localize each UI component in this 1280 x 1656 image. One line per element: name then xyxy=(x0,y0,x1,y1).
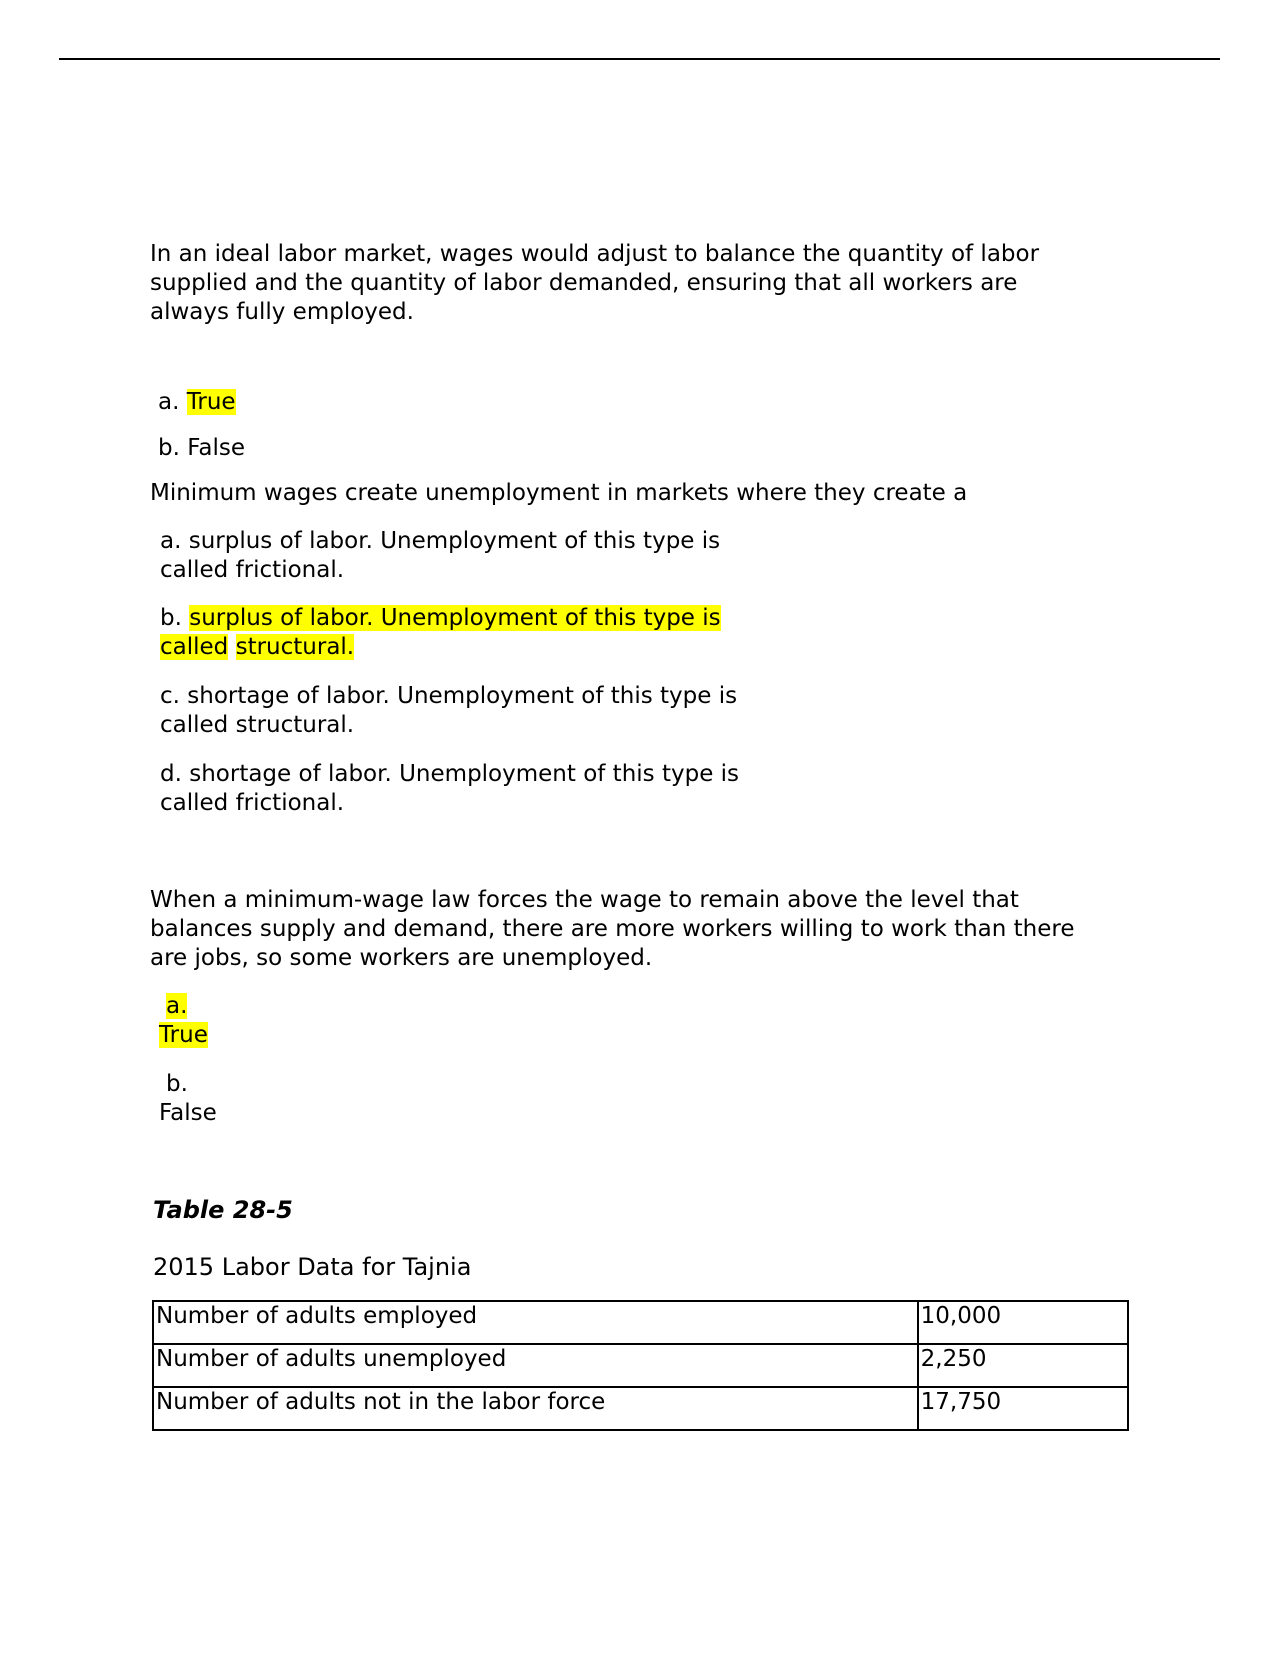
table-row xyxy=(153,1387,1128,1430)
row-label: Number of adults unemployed xyxy=(153,1344,918,1387)
option-letter: b. xyxy=(160,605,182,631)
question-2-text: Minimum wages create unemployment in markets where they create a xyxy=(150,480,968,506)
table-title: Table 28-5 xyxy=(153,1196,293,1224)
option-letter: d. xyxy=(160,761,182,787)
row-value: 2,250 xyxy=(918,1344,1128,1387)
option-text: surplus of labor. Unemployment of this type is xyxy=(188,528,721,554)
option-letter: a. xyxy=(158,389,180,415)
option-text-highlighted: True xyxy=(186,389,236,415)
table-row xyxy=(153,1344,1128,1387)
row-label: Number of adults not in the labor force xyxy=(153,1387,918,1430)
row-value: 10,000 xyxy=(918,1301,1128,1344)
option-letter-highlighted: a. xyxy=(166,993,188,1019)
table-row xyxy=(153,1301,1128,1344)
row-label: Number of adults employed xyxy=(153,1301,918,1344)
option-letter: b. xyxy=(158,435,180,461)
question-2-option-c[interactable] xyxy=(160,682,737,740)
question-3-text: When a minimum-wage law forces the wage to remain above the level that balances supply and demand, there are more workers willing to work than there are jobs, so some workers are unemployed. xyxy=(150,887,1075,971)
question-3-option-a[interactable] xyxy=(159,992,208,1050)
table-caption: 2015 Labor Data for Tajnia xyxy=(153,1253,472,1281)
question-1-text: In an ideal labor market, wages would adjust to balance the quantity of labor supplied and the quantity of labor demanded, ensuring that all workers are always fully employed. xyxy=(150,241,1040,325)
question-3-option-b[interactable] xyxy=(159,1070,217,1128)
option-text-highlighted: called xyxy=(160,634,229,660)
question-1-option-b[interactable] xyxy=(158,434,245,463)
option-text: called frictional. xyxy=(160,790,345,816)
option-text: False xyxy=(187,435,245,461)
option-text: called structural. xyxy=(160,712,355,738)
option-text-highlighted: structural. xyxy=(235,634,355,660)
option-text-highlighted: surplus of labor. Unemployment of this type is xyxy=(189,605,721,631)
option-text-highlighted: True xyxy=(159,1022,208,1048)
option-letter: a. xyxy=(160,528,182,554)
labor-data-table xyxy=(152,1300,1129,1431)
option-letter: c. xyxy=(160,683,180,709)
question-2-option-d[interactable] xyxy=(160,760,739,818)
question-1-option-a[interactable] xyxy=(158,388,236,417)
option-text: called frictional. xyxy=(160,557,345,583)
header-rule xyxy=(59,58,1220,60)
option-text: shortage of labor. Unemployment of this type is xyxy=(187,683,738,709)
option-text: False xyxy=(159,1100,217,1126)
question-2-option-b[interactable] xyxy=(160,604,721,662)
option-letter: b. xyxy=(166,1071,188,1097)
question-2-option-a[interactable] xyxy=(160,527,720,585)
option-text: shortage of labor. Unemployment of this type is xyxy=(189,761,740,787)
row-value: 17,750 xyxy=(918,1387,1128,1430)
